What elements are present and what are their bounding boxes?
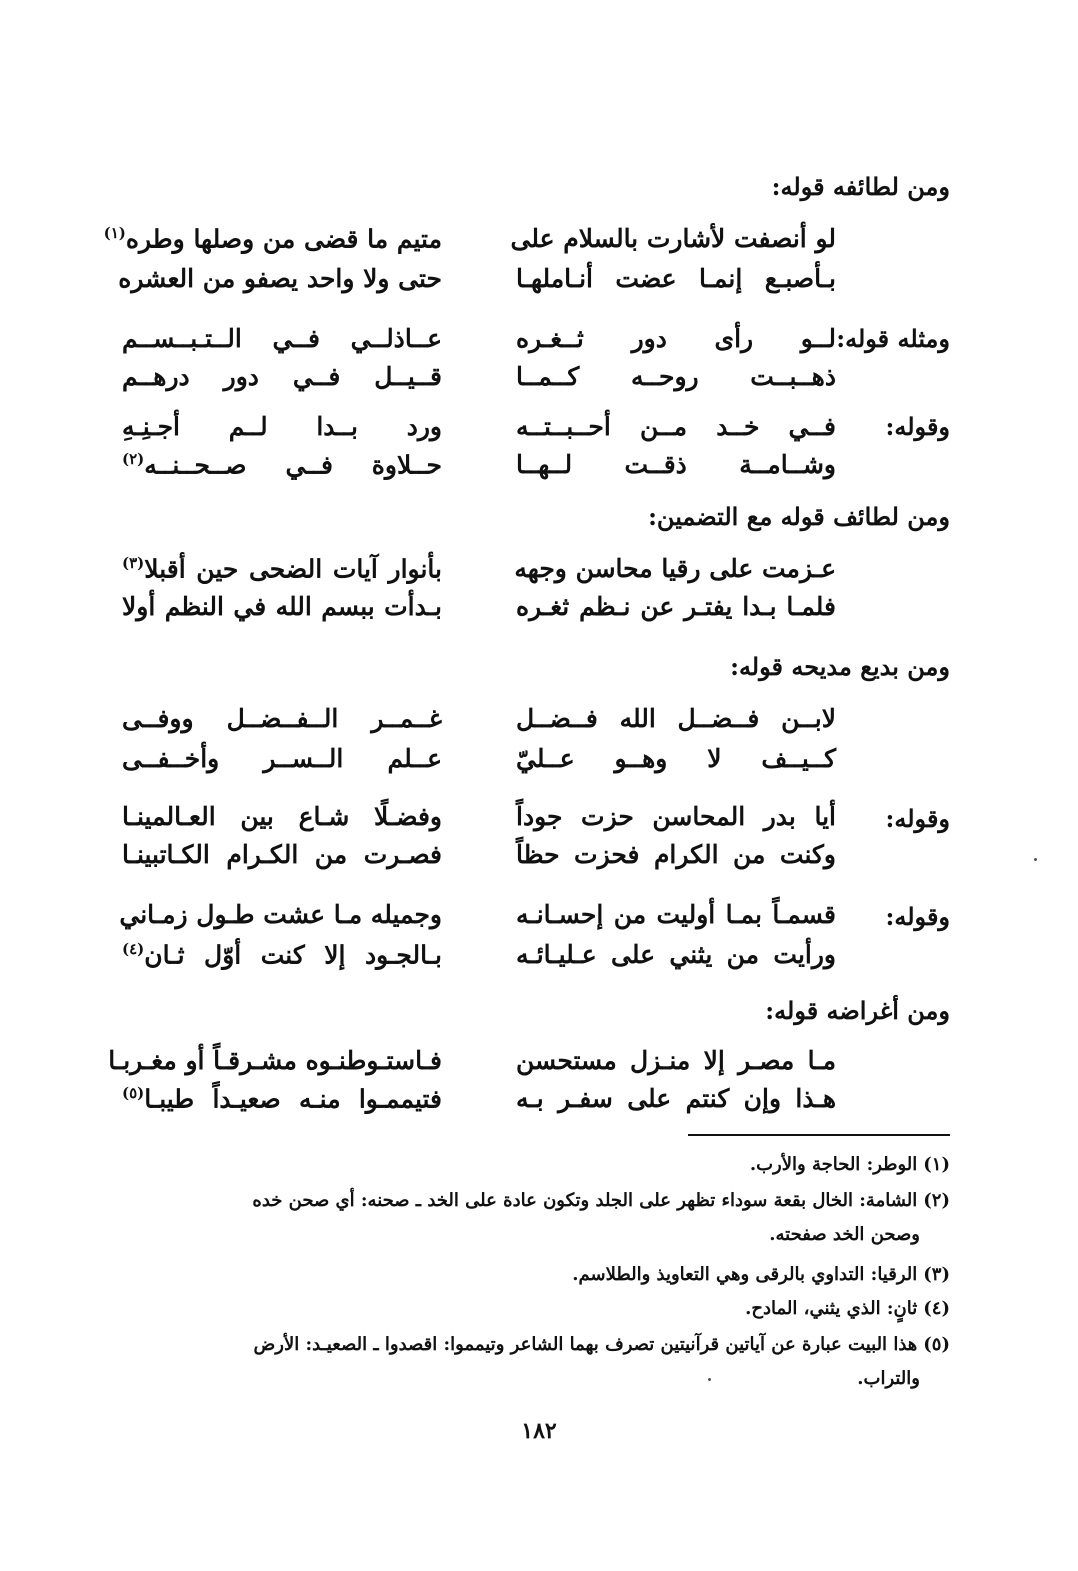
verse-first-hemistich: لابــن فــضــل الله فــضــل (516, 704, 836, 733)
verse-first-hemistich: هـذا وإن كنتم على سفـر بـه (516, 1084, 836, 1113)
section-heading: ومن بديع مديحه قوله: (730, 652, 950, 681)
verse-lead: ومثله قوله: (836, 324, 950, 353)
verse-second-hemistich: فـاستـوطنـوه مشـرقـاً أو مغـربـا (108, 1046, 442, 1075)
verse-second-hemistich: وفضـلًا شـاع بين العـالمينـا (122, 802, 442, 831)
footnote (128, 1292, 950, 1326)
verse-lead: وقوله: (885, 902, 950, 931)
verse-second-hemistich: متيم ما قضى من وصلها وطره$^{(١)}$ (103, 224, 442, 254)
verse-first-hemistich: وكنت من الكرام فحزت حظاً (516, 840, 836, 869)
verse-first-hemistich: وشــامــة ذقــت لــهــا (516, 450, 836, 479)
scan-speck (708, 1378, 711, 1381)
verse-first-hemistich: أيا بدر المحاسن حزت جوداً (516, 802, 836, 831)
verse-second-hemistich: عــاذلــي فــي الــتـبــســم (122, 324, 442, 353)
verse-first-hemistich: ورأيت من يثني على عـليـائـه (516, 940, 836, 969)
verse-second-hemistich: قــيــل فــي دور درهــم (122, 362, 442, 391)
footnote-text: ثانٍ: الذي يثني، المادح. (745, 1298, 918, 1319)
footnote-reference: (٢) (122, 450, 145, 468)
footnote-continuation: وصحن الخد صفحته. (769, 1224, 920, 1245)
footnote-number: (٤) (923, 1298, 950, 1319)
verse-lead: وقوله: (885, 804, 950, 833)
section-heading: ومن أغراضه قوله: (765, 996, 950, 1025)
verse-first-hemistich: كــيــف لا وهــو عــليّ (516, 744, 836, 773)
verse-first-hemistich: بـأصبـع إنمـا عضت أنـاملهـا (516, 264, 836, 293)
verse-first-hemistich: عـزمت على رقيا محاسن وجهه (514, 554, 836, 583)
footnote-number: (١) (923, 1154, 950, 1175)
verse-first-hemistich: قسمـاً بمـا أوليت من إحسـانـه (516, 900, 836, 929)
footnote-reference: (١) (103, 224, 126, 242)
verse-first-hemistich: فلمـا بـدا يفتـر عن نـظم ثغـره (516, 592, 836, 621)
footnote-text: هذا البيت عبارة عن آياتين قرآنيتين تصرف بهما الشاعر وتيمموا: اقصدوا ـ الصعيـد: الأرض (253, 1334, 918, 1355)
page-number: ١٨٢ (521, 1418, 557, 1444)
footnote-text: الشامة: الخال بقعة سوداء تظهر على الجلد وتكون عادة على الخد ـ صحنه: أي صحن خده (252, 1190, 918, 1211)
verse-first-hemistich: مـا مصـر إلا منـزل مستحسن (516, 1046, 836, 1075)
footnote-number: (٢) (923, 1190, 950, 1211)
footnote-number: (٥) (923, 1334, 950, 1355)
verse-second-hemistich: بـدأت ببسم الله في النظم أولا (122, 592, 442, 621)
footnote (128, 1328, 950, 1396)
footnote-number: (٣) (923, 1264, 950, 1285)
footnote-reference: (٣) (122, 554, 145, 572)
verse-first-hemistich: لو أنصفت لأشارت بالسلام على (510, 224, 836, 253)
verse-first-hemistich: فــي خــد مــن أحــبــتــه (516, 412, 836, 441)
footnote-reference: (٥) (122, 1084, 145, 1102)
verse-first-hemistich: ذهــبــت روحــه كــمــا (516, 362, 836, 391)
verse-second-hemistich: فتيممـوا منـه صعيـداً طيبـا$^{(٥)}$ (122, 1084, 442, 1114)
footnote (128, 1258, 950, 1292)
section-heading: ومن لطائفه قوله: (771, 172, 950, 201)
section-heading: ومن لطائف قوله مع التضمين: (648, 502, 950, 531)
footnote (128, 1184, 950, 1252)
footnote-text: الرقيا: التداوي بالرقى وهي التعاويذ والطلاسم. (572, 1264, 918, 1285)
footnote (128, 1148, 950, 1182)
verse-second-hemistich: حــلاوة فــي صــحــنــه$^{(٢)}$ (122, 450, 442, 480)
footnote-continuation: والتراب. (857, 1368, 920, 1389)
verse-second-hemistich: وجميله مـا عشت طـول زمـاني (119, 900, 442, 929)
verse-lead: وقوله: (885, 412, 950, 441)
verse-second-hemistich: غــمــر الــفــضــل ووفــى (122, 704, 442, 733)
footnote-reference: (٤) (122, 940, 145, 958)
scan-speck (1034, 858, 1037, 861)
verse-second-hemistich: بـالجـود إلا كنت أوّل ثـان$^{(٤)}$ (122, 940, 442, 970)
verse-second-hemistich: حتى ولا واحد يصفو من العشره (118, 264, 442, 293)
verse-first-hemistich: لــو رأى دور ثــغـره (516, 324, 836, 353)
verse-second-hemistich: ورد بــدا لــم أجـنِـهِ (122, 412, 442, 441)
footnote-separator (688, 1134, 950, 1136)
footnote-text: الوطر: الحاجة والأرب. (749, 1154, 918, 1175)
verse-second-hemistich: فصـرت من الكـرام الكـاتبينـا (122, 840, 442, 869)
verse-second-hemistich: بأنوار آيات الضحى حين أقبلا$^{(٣)}$ (122, 554, 442, 584)
verse-second-hemistich: عــلم الــســر وأخــفــى (122, 744, 442, 773)
